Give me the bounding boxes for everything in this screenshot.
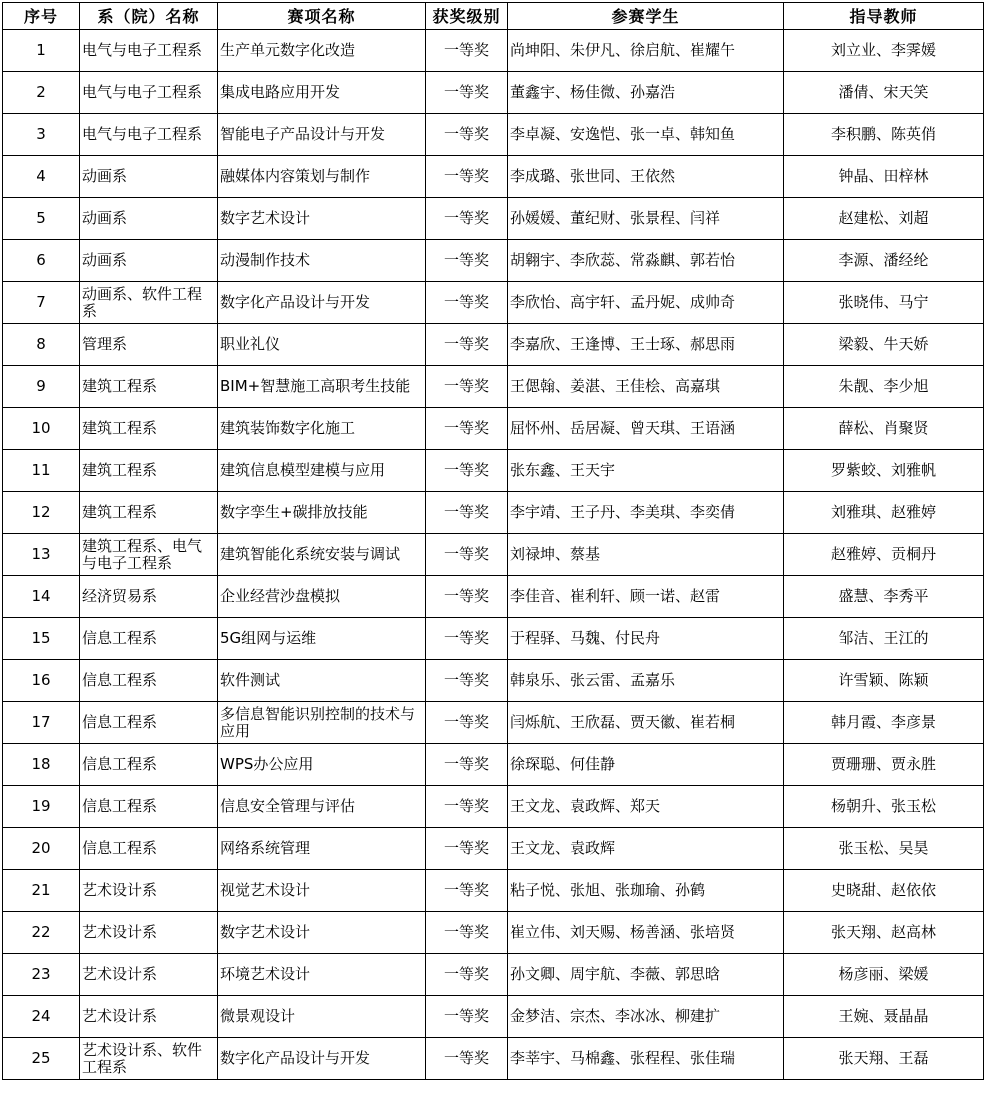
cell-event: 数字化产品设计与开发 xyxy=(218,282,426,324)
cell-award: 一等奖 xyxy=(426,198,508,240)
table-row xyxy=(3,240,984,282)
cell-event: 信息安全管理与评估 xyxy=(218,786,426,828)
cell-award: 一等奖 xyxy=(426,870,508,912)
cell-index: 2 xyxy=(3,72,80,114)
cell-teachers: 梁毅、牛天娇 xyxy=(784,324,984,366)
cell-department: 建筑工程系 xyxy=(80,450,218,492)
cell-department: 动画系 xyxy=(80,240,218,282)
cell-index: 17 xyxy=(3,702,80,744)
cell-students: 张东鑫、王天宇 xyxy=(508,450,784,492)
table-row xyxy=(3,786,984,828)
cell-event: 职业礼仪 xyxy=(218,324,426,366)
cell-award: 一等奖 xyxy=(426,240,508,282)
cell-students: 王文龙、袁政辉、郑天 xyxy=(508,786,784,828)
cell-department: 管理系 xyxy=(80,324,218,366)
cell-teachers: 潘倩、宋天笑 xyxy=(784,72,984,114)
cell-department: 艺术设计系 xyxy=(80,870,218,912)
cell-teachers: 韩月霞、李彦景 xyxy=(784,702,984,744)
cell-students: 韩泉乐、张云雷、孟嘉乐 xyxy=(508,660,784,702)
cell-event: 建筑智能化系统安装与调试 xyxy=(218,534,426,576)
cell-teachers: 钟晶、田梓林 xyxy=(784,156,984,198)
table-body xyxy=(3,30,984,1080)
cell-award: 一等奖 xyxy=(426,660,508,702)
cell-students: 粘子悦、张旭、张珈瑜、孙鹤 xyxy=(508,870,784,912)
cell-event: 数字艺术设计 xyxy=(218,912,426,954)
cell-teachers: 赵建松、刘超 xyxy=(784,198,984,240)
cell-students: 李宇靖、王子丹、李美琪、李奕倩 xyxy=(508,492,784,534)
table-row xyxy=(3,1038,984,1080)
cell-award: 一等奖 xyxy=(426,156,508,198)
cell-award: 一等奖 xyxy=(426,786,508,828)
cell-index: 3 xyxy=(3,114,80,156)
cell-award: 一等奖 xyxy=(426,30,508,72)
cell-index: 23 xyxy=(3,954,80,996)
cell-students: 李欣怡、高宇轩、孟丹妮、成帅奇 xyxy=(508,282,784,324)
table-row xyxy=(3,618,984,660)
cell-students: 尚坤阳、朱伊凡、徐启航、崔耀午 xyxy=(508,30,784,72)
header-index: 序号 xyxy=(3,3,80,30)
cell-students: 孙文卿、周宇航、李薇、郭思晗 xyxy=(508,954,784,996)
cell-students: 李佳音、崔利轩、顾一诺、赵雷 xyxy=(508,576,784,618)
cell-students: 李成璐、张世同、王依然 xyxy=(508,156,784,198)
cell-event: WPS办公应用 xyxy=(218,744,426,786)
header-students: 参赛学生 xyxy=(508,3,784,30)
table-row xyxy=(3,198,984,240)
cell-department: 电气与电子工程系 xyxy=(80,30,218,72)
cell-students: 王偲翰、姜湛、王佳桧、高嘉琪 xyxy=(508,366,784,408)
cell-department: 动画系、软件工程系 xyxy=(80,282,218,324)
cell-department: 动画系 xyxy=(80,198,218,240)
cell-index: 16 xyxy=(3,660,80,702)
table-header xyxy=(3,3,984,30)
cell-department: 艺术设计系 xyxy=(80,912,218,954)
cell-award: 一等奖 xyxy=(426,408,508,450)
cell-award: 一等奖 xyxy=(426,618,508,660)
cell-department: 信息工程系 xyxy=(80,660,218,702)
cell-award: 一等奖 xyxy=(426,534,508,576)
cell-teachers: 朱靓、李少旭 xyxy=(784,366,984,408)
cell-students: 李卓凝、安逸恺、张一卓、韩知鱼 xyxy=(508,114,784,156)
table-row xyxy=(3,702,984,744)
cell-event: 环境艺术设计 xyxy=(218,954,426,996)
cell-award: 一等奖 xyxy=(426,492,508,534)
cell-department: 艺术设计系 xyxy=(80,954,218,996)
cell-students: 金梦洁、宗杰、李冰冰、柳建扩 xyxy=(508,996,784,1038)
cell-teachers: 张天翔、王磊 xyxy=(784,1038,984,1080)
cell-award: 一等奖 xyxy=(426,282,508,324)
table-row xyxy=(3,72,984,114)
cell-award: 一等奖 xyxy=(426,996,508,1038)
cell-department: 艺术设计系、软件工程系 xyxy=(80,1038,218,1080)
cell-event: 软件测试 xyxy=(218,660,426,702)
cell-event: BIM+智慧施工高职考生技能 xyxy=(218,366,426,408)
cell-students: 闫烁航、王欣磊、贾天徽、崔若桐 xyxy=(508,702,784,744)
cell-event: 微景观设计 xyxy=(218,996,426,1038)
table-row xyxy=(3,324,984,366)
cell-index: 9 xyxy=(3,366,80,408)
header-teachers: 指导教师 xyxy=(784,3,984,30)
cell-award: 一等奖 xyxy=(426,72,508,114)
cell-department: 信息工程系 xyxy=(80,744,218,786)
table-row xyxy=(3,282,984,324)
cell-award: 一等奖 xyxy=(426,114,508,156)
cell-event: 5G组网与运维 xyxy=(218,618,426,660)
cell-index: 25 xyxy=(3,1038,80,1080)
cell-teachers: 杨朝升、张玉松 xyxy=(784,786,984,828)
cell-department: 电气与电子工程系 xyxy=(80,72,218,114)
cell-event: 集成电路应用开发 xyxy=(218,72,426,114)
cell-department: 动画系 xyxy=(80,156,218,198)
cell-award: 一等奖 xyxy=(426,954,508,996)
cell-award: 一等奖 xyxy=(426,324,508,366)
cell-department: 信息工程系 xyxy=(80,702,218,744)
cell-index: 12 xyxy=(3,492,80,534)
cell-event: 数字艺术设计 xyxy=(218,198,426,240)
cell-event: 网络系统管理 xyxy=(218,828,426,870)
cell-department: 信息工程系 xyxy=(80,828,218,870)
cell-department: 建筑工程系 xyxy=(80,408,218,450)
cell-event: 生产单元数字化改造 xyxy=(218,30,426,72)
table-row xyxy=(3,450,984,492)
cell-event: 视觉艺术设计 xyxy=(218,870,426,912)
cell-teachers: 李源、潘经纶 xyxy=(784,240,984,282)
cell-students: 胡翱宇、李欣蕊、常淼麒、郭若怡 xyxy=(508,240,784,282)
cell-teachers: 赵雅婷、贡桐丹 xyxy=(784,534,984,576)
cell-department: 建筑工程系 xyxy=(80,366,218,408)
cell-department: 信息工程系 xyxy=(80,618,218,660)
cell-event: 建筑装饰数字化施工 xyxy=(218,408,426,450)
table-row xyxy=(3,954,984,996)
cell-index: 21 xyxy=(3,870,80,912)
cell-teachers: 李积鹏、陈英俏 xyxy=(784,114,984,156)
cell-event: 多信息智能识别控制的技术与应用 xyxy=(218,702,426,744)
cell-index: 13 xyxy=(3,534,80,576)
cell-teachers: 贾珊珊、贾永胜 xyxy=(784,744,984,786)
cell-students: 刘禄坤、蔡基 xyxy=(508,534,784,576)
table-row xyxy=(3,912,984,954)
cell-event: 数字孪生+碳排放技能 xyxy=(218,492,426,534)
cell-department: 信息工程系 xyxy=(80,786,218,828)
cell-index: 4 xyxy=(3,156,80,198)
cell-index: 5 xyxy=(3,198,80,240)
table-row xyxy=(3,660,984,702)
cell-teachers: 盛慧、李秀平 xyxy=(784,576,984,618)
cell-students: 李莘宇、马棉鑫、张程程、张佳瑞 xyxy=(508,1038,784,1080)
cell-index: 15 xyxy=(3,618,80,660)
cell-teachers: 许雪颖、陈颖 xyxy=(784,660,984,702)
table-row xyxy=(3,492,984,534)
cell-department: 经济贸易系 xyxy=(80,576,218,618)
cell-department: 艺术设计系 xyxy=(80,996,218,1038)
cell-index: 10 xyxy=(3,408,80,450)
cell-index: 6 xyxy=(3,240,80,282)
cell-teachers: 张天翔、赵高林 xyxy=(784,912,984,954)
cell-students: 王文龙、袁政辉 xyxy=(508,828,784,870)
cell-event: 动漫制作技术 xyxy=(218,240,426,282)
header-award: 获奖级别 xyxy=(426,3,508,30)
cell-department: 建筑工程系、电气与电子工程系 xyxy=(80,534,218,576)
cell-students: 徐琛聪、何佳静 xyxy=(508,744,784,786)
table-row xyxy=(3,996,984,1038)
cell-award: 一等奖 xyxy=(426,450,508,492)
cell-students: 崔立伟、刘天赐、杨善涵、张培贤 xyxy=(508,912,784,954)
table-row xyxy=(3,828,984,870)
cell-teachers: 张玉松、吴昊 xyxy=(784,828,984,870)
cell-event: 融媒体内容策划与制作 xyxy=(218,156,426,198)
table-row xyxy=(3,534,984,576)
cell-award: 一等奖 xyxy=(426,702,508,744)
table-row xyxy=(3,114,984,156)
cell-teachers: 邹洁、王江的 xyxy=(784,618,984,660)
cell-teachers: 张晓伟、马宁 xyxy=(784,282,984,324)
header-event: 赛项名称 xyxy=(218,3,426,30)
cell-event: 建筑信息模型建模与应用 xyxy=(218,450,426,492)
cell-award: 一等奖 xyxy=(426,366,508,408)
cell-index: 22 xyxy=(3,912,80,954)
cell-award: 一等奖 xyxy=(426,744,508,786)
cell-event: 数字化产品设计与开发 xyxy=(218,1038,426,1080)
cell-department: 电气与电子工程系 xyxy=(80,114,218,156)
cell-index: 11 xyxy=(3,450,80,492)
cell-teachers: 刘雅琪、赵雅婷 xyxy=(784,492,984,534)
cell-students: 董鑫宇、杨佳微、孙嘉浩 xyxy=(508,72,784,114)
cell-students: 孙媛媛、董纪财、张景程、闫祥 xyxy=(508,198,784,240)
cell-index: 14 xyxy=(3,576,80,618)
cell-teachers: 杨彦丽、梁媛 xyxy=(784,954,984,996)
cell-index: 1 xyxy=(3,30,80,72)
cell-event: 企业经营沙盘模拟 xyxy=(218,576,426,618)
cell-department: 建筑工程系 xyxy=(80,492,218,534)
cell-index: 20 xyxy=(3,828,80,870)
cell-teachers: 薛松、肖聚贤 xyxy=(784,408,984,450)
table-row xyxy=(3,408,984,450)
cell-index: 19 xyxy=(3,786,80,828)
table-row xyxy=(3,156,984,198)
table-row xyxy=(3,744,984,786)
cell-event: 智能电子产品设计与开发 xyxy=(218,114,426,156)
cell-index: 8 xyxy=(3,324,80,366)
cell-teachers: 史晓甜、赵依依 xyxy=(784,870,984,912)
cell-index: 24 xyxy=(3,996,80,1038)
table-row xyxy=(3,576,984,618)
cell-students: 于程驿、马魏、付民舟 xyxy=(508,618,784,660)
award-table xyxy=(2,2,984,1080)
cell-award: 一等奖 xyxy=(426,1038,508,1080)
table-row xyxy=(3,366,984,408)
cell-teachers: 罗紫蛟、刘雅帆 xyxy=(784,450,984,492)
cell-teachers: 刘立业、李霁媛 xyxy=(784,30,984,72)
cell-students: 屈怀州、岳居凝、曾天琪、王语涵 xyxy=(508,408,784,450)
cell-students: 李嘉欣、王逢博、王士琢、郝思雨 xyxy=(508,324,784,366)
cell-index: 18 xyxy=(3,744,80,786)
cell-teachers: 王婉、聂晶晶 xyxy=(784,996,984,1038)
cell-index: 7 xyxy=(3,282,80,324)
cell-award: 一等奖 xyxy=(426,828,508,870)
header-row xyxy=(3,3,984,30)
cell-award: 一等奖 xyxy=(426,912,508,954)
table-row xyxy=(3,870,984,912)
header-department: 系（院）名称 xyxy=(80,3,218,30)
table-row xyxy=(3,30,984,72)
cell-award: 一等奖 xyxy=(426,576,508,618)
